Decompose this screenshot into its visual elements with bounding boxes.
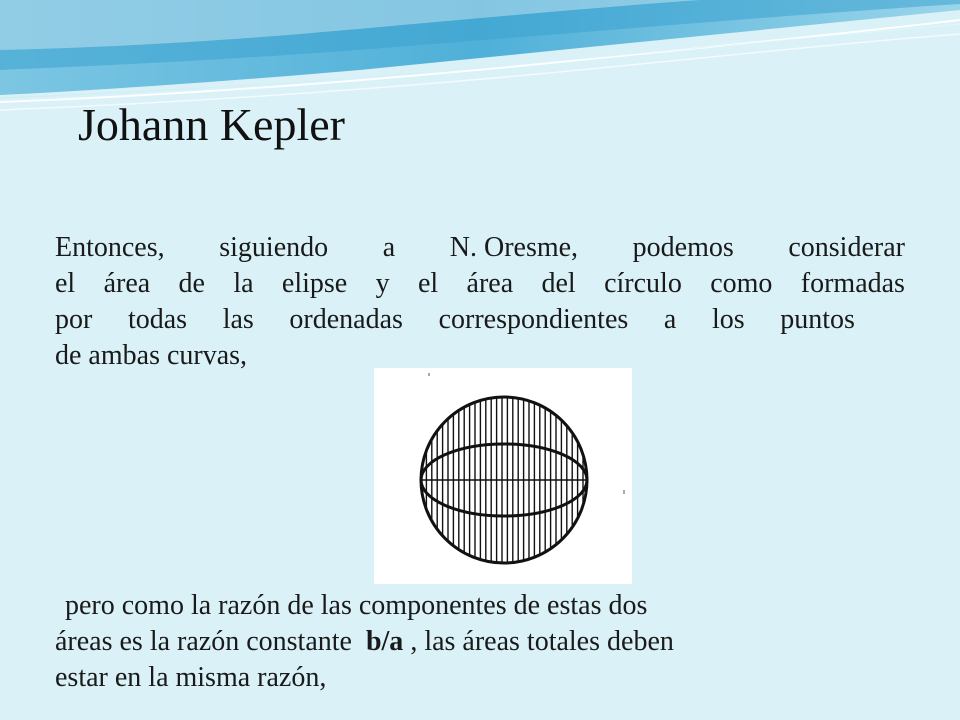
paragraph-conclusion-line-1 bbox=[55, 588, 905, 624]
text: , las áreas totales deben bbox=[410, 626, 674, 657]
word: de bbox=[178, 268, 205, 299]
word: podemos bbox=[632, 232, 734, 263]
paragraph-intro-line-1 bbox=[55, 230, 905, 266]
paragraph-intro-line-4: de ambas curvas, bbox=[55, 340, 248, 371]
word: área bbox=[103, 268, 151, 299]
word: Entonces, bbox=[55, 232, 165, 263]
word: la bbox=[233, 268, 254, 299]
word: N. Oresme, bbox=[449, 232, 579, 263]
word: siguiendo bbox=[219, 232, 329, 263]
slide-title: Johann Kepler bbox=[78, 99, 345, 150]
word: las bbox=[222, 304, 254, 335]
word: y bbox=[375, 268, 390, 299]
paragraph-intro-line-3 bbox=[55, 302, 855, 338]
paragraph-intro-line-2 bbox=[55, 266, 905, 302]
ellipse-circle-figure bbox=[374, 368, 632, 584]
word: ordenadas bbox=[289, 304, 403, 335]
word: elipse bbox=[281, 268, 348, 299]
word: puntos bbox=[780, 304, 855, 335]
paragraph-conclusion bbox=[55, 588, 905, 696]
word: círculo bbox=[604, 268, 682, 299]
word: todas bbox=[127, 304, 188, 335]
paragraph-conclusion-line-3: estar en la misma razón, bbox=[55, 662, 327, 693]
paragraph-conclusion-line-2 bbox=[55, 624, 905, 660]
paragraph-intro bbox=[55, 230, 905, 374]
word: como bbox=[710, 268, 773, 299]
word: formadas bbox=[800, 268, 905, 299]
text: áreas es la razón constante bbox=[55, 626, 352, 657]
word: el bbox=[417, 268, 439, 299]
word: área bbox=[466, 268, 514, 299]
word: a bbox=[663, 304, 677, 335]
ratio-b-over-a: b/a bbox=[365, 626, 404, 657]
word: correspondientes bbox=[438, 304, 629, 335]
ellipse-in-circle-ordinates-icon bbox=[374, 368, 632, 584]
word: los bbox=[711, 304, 745, 335]
word: considerar bbox=[788, 232, 905, 263]
word: a bbox=[382, 232, 396, 263]
word: del bbox=[541, 268, 576, 299]
word: el bbox=[55, 268, 76, 299]
word: por bbox=[55, 304, 93, 335]
text: pero como la razón de las componentes de estas dos bbox=[65, 590, 648, 621]
